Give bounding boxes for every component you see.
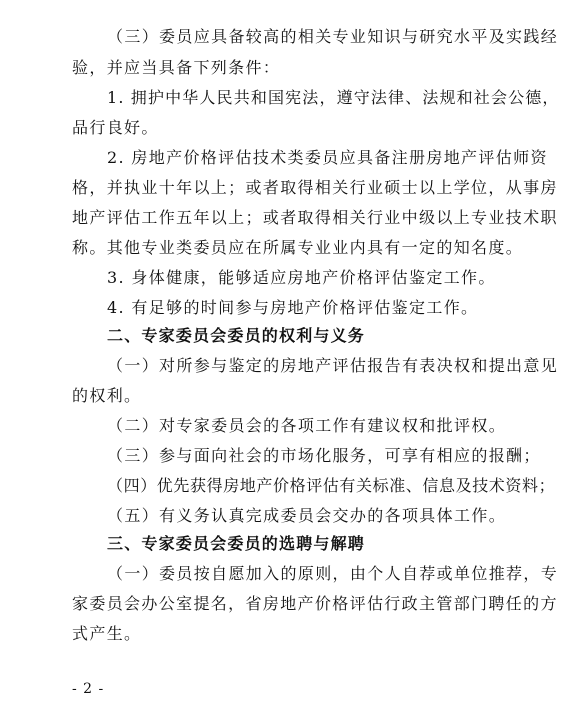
- condition-2-line-1: 2. 房地产价格评估技术类委员应具备注册房地产评估师资: [107, 148, 548, 167]
- section-2-heading: 二、专家委员会委员的权利与义务: [107, 326, 366, 345]
- paragraph-qualification-line-1: （三）委员应具备较高的相关专业知识与研究水平及实践经: [107, 27, 559, 46]
- condition-2-line-4: 称。其他专业类委员应在所属专业业内具有一定的知名度。: [72, 238, 524, 257]
- condition-2-line-3: 地产评估工作五年以上；或者取得相关行业中级以上专业技术职: [72, 208, 558, 227]
- right-2-line: （二）对专家委员会的各项工作有建议权和批评权。: [107, 416, 507, 435]
- selection-1-line-1: （一）委员按自愿加入的原则，由个人自荐或单位推荐，专: [107, 564, 559, 583]
- page-number: - 2 -: [72, 681, 105, 697]
- right-3-line: （三）参与面向社会的市场化服务，可享有相应的报酬；: [107, 446, 541, 465]
- condition-3-line: 3. 身体健康，能够适应房地产价格评估鉴定工作。: [107, 268, 496, 287]
- condition-2-line-2: 格，并执业十年以上；或者取得相关行业硕士以上学位，从事房: [72, 178, 558, 197]
- right-5-line: （五）有义务认真完成委员会交办的各项具体工作。: [107, 506, 507, 525]
- right-4-line: （四）优先获得房地产价格评估有关标准、信息及技术资料；: [107, 476, 556, 495]
- selection-1-line-3: 式产生。: [72, 624, 142, 643]
- condition-1-line-1: 1. 拥护中华人民共和国宪法，遵守法律、法规和社会公德，: [107, 88, 560, 107]
- right-1-line-2: 的权利。: [72, 386, 142, 405]
- condition-1-line-2: 品行良好。: [72, 118, 159, 137]
- selection-1-line-2: 家委员会办公室提名，省房地产价格评估行政主管部门聘任的方: [72, 594, 558, 613]
- section-3-heading: 三、专家委员会委员的选聘与解聘: [107, 534, 366, 553]
- paragraph-qualification-line-2: 验，并应当具备下列条件：: [72, 58, 281, 77]
- condition-4-line: 4. 有足够的时间参与房地产价格评估鉴定工作。: [107, 298, 479, 317]
- right-1-line-1: （一）对所参与鉴定的房地产评估报告有表决权和提出意见: [107, 356, 559, 375]
